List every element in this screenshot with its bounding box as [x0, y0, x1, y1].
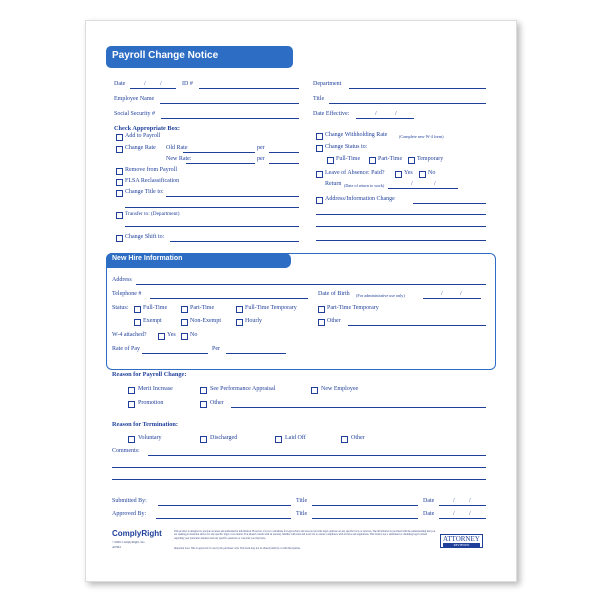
leave-checkbox[interactable]	[316, 171, 323, 178]
leave-no-label: No	[428, 170, 436, 176]
new-employee-label: New Employee	[321, 386, 359, 392]
check-box-heading: Check Appropriate Box:	[114, 125, 181, 132]
submitted-by-label: Submitted By:	[112, 498, 147, 504]
return-note: (Date of return to work)	[344, 183, 385, 188]
form-number: A0384	[112, 545, 121, 549]
comments-label: Comments:	[112, 448, 140, 454]
voluntary-checkbox[interactable]	[128, 436, 135, 443]
add-to-payroll-checkbox[interactable]	[116, 134, 123, 141]
leave-no-checkbox[interactable]	[419, 171, 426, 178]
voluntary-label: Voluntary	[138, 435, 162, 441]
change-rate-label: Change Rate	[125, 145, 156, 151]
w4-label: W-4 attached?	[112, 332, 147, 338]
termination-other-label: Other	[351, 435, 365, 441]
nh-other-checkbox[interactable]	[318, 319, 325, 326]
add-to-payroll-label: Add to Payroll	[125, 133, 161, 139]
laid-off-checkbox[interactable]	[275, 436, 282, 443]
status-temporary-label: Temporary	[417, 156, 444, 162]
nh-exempt-checkbox[interactable]	[134, 319, 141, 326]
transfer-checkbox[interactable]	[116, 212, 123, 219]
comments-line-2[interactable]	[112, 467, 486, 468]
approved-by-label: Approved By:	[112, 511, 147, 517]
address-change-label: Address/Information Change	[325, 196, 395, 202]
approved-by-field[interactable]	[156, 518, 291, 519]
leave-label: Leave of Absence: Paid?	[325, 170, 385, 176]
title-field[interactable]	[329, 103, 486, 104]
nh-status-label: Status:	[112, 305, 129, 311]
change-title-checkbox[interactable]	[116, 190, 123, 197]
dob-field[interactable]	[423, 298, 481, 299]
change-withholding-checkbox[interactable]	[316, 133, 323, 140]
new-hire-heading: New Hire Information	[112, 255, 183, 262]
old-rate-label: Old Rate	[166, 145, 188, 151]
submitted-date-field[interactable]	[439, 505, 486, 506]
new-rate-field[interactable]	[186, 163, 255, 164]
address-change-field-3[interactable]	[316, 226, 486, 227]
remove-label: Remove from Payroll	[125, 167, 177, 173]
see-perf-checkbox[interactable]	[200, 387, 207, 394]
change-shift-label: Change Shift to:	[125, 234, 165, 240]
complyright-logo: ComplyRight	[112, 529, 162, 538]
new-rate-label: New Rate:	[166, 156, 192, 162]
return-label: Return	[325, 181, 342, 187]
approved-title-label: Title	[296, 511, 308, 517]
date-field[interactable]	[130, 88, 176, 89]
payroll-other-field[interactable]	[231, 407, 486, 408]
title-label: Title	[313, 96, 325, 102]
form-sheet: Payroll Change Notice Date / / ID # Employee Name Social Security # Department Title Date Effective: / / Check Appropriate Box: Add to Payroll Change Rate Old Rate per New Rate: per Remove from Payroll FLSA Reclassification Change Title to: Transfer to: (Department) Change Shift to: Change Withholding Rate (Complete new W-4 form) Change Status to: Full-Time Part-Time Temporary Leave of Absence: Paid? Yes No Return (Date of return to work) / / Address/Information Change New Hire Information Address Telephone # Date of Birth (For administrative use only) / / Status: Full-Time Part-Time Full-Time Temporary Part-Time Temporary Exempt Non-Exempt Hourly Other W-4 attached? Yes No Rate of Pay Per Reason for Payroll Change: Merit Increase See Performance Appraisal New Employee Promotion Other Reason for Termination: Voluntary Discharged Laid Off Other Comments: Submitted By: Title Date / / Approved By: Title Date / / ComplyRight ©2006 ComplyRight, Inc. A0384 This product is designed to provide accurate and authoritative information. However, it is not a substitute for legal advice and does not provide legal opinions on any specific facts or services. The information is provided with the understanding that you are seeking professional advice for any specific legal or tax matter. You should consult with an attorney familiar with state and local law to ensure compliance with all laws and regulations. This form is not a substitute for obtaining legal counsel regarding your particular situation and any specific questions or concerns you may have. Important note: This is approved for use by the purchaser only. This form may not be shared publicly or with third parties. ATTORNEY REVIEWED	[85, 20, 517, 582]
form-title: Payroll Change Notice	[112, 50, 219, 61]
telephone-field[interactable]	[150, 298, 308, 299]
nh-other-field[interactable]	[348, 325, 486, 326]
change-title-label: Change Title to:	[125, 189, 164, 195]
approved-date-label: Date	[423, 511, 435, 517]
payroll-other-label: Other	[210, 400, 224, 406]
nh-full-time-temp-checkbox[interactable]	[236, 306, 243, 313]
submitted-date-label: Date	[423, 498, 435, 504]
nh-part-time-label: Part-Time	[190, 305, 215, 311]
attorney-reviewed-badge	[440, 534, 483, 548]
termination-heading: Reason for Termination:	[112, 421, 179, 428]
nh-hourly-label: Hourly	[245, 318, 262, 324]
change-title-field[interactable]	[166, 196, 299, 197]
nh-non-exempt-checkbox[interactable]	[181, 319, 188, 326]
id-label: ID #	[182, 81, 193, 87]
laid-off-label: Laid Off	[285, 435, 306, 441]
employee-name-label: Employee Name	[114, 96, 155, 102]
address-change-field-4[interactable]	[316, 240, 486, 241]
merit-checkbox[interactable]	[128, 387, 135, 394]
change-status-label: Change Status to:	[325, 144, 368, 150]
transfer-label: Transfer to: (Department)	[125, 211, 180, 217]
nh-hourly-checkbox[interactable]	[236, 319, 243, 326]
comments-line-1[interactable]	[148, 455, 486, 456]
nh-full-time-checkbox[interactable]	[134, 306, 141, 313]
change-withholding-label: Change Withholding Rate	[325, 132, 388, 138]
promotion-label: Promotion	[138, 400, 164, 406]
old-rate-per-label: per	[257, 145, 265, 151]
w4-no-label: No	[190, 332, 198, 338]
discharged-checkbox[interactable]	[200, 436, 207, 443]
termination-other-checkbox[interactable]	[341, 436, 348, 443]
change-title-field-2[interactable]	[125, 207, 299, 208]
dob-note: (For administrative use only)	[356, 293, 405, 298]
copyright-text: ©2006 ComplyRight, Inc.	[112, 540, 146, 544]
status-part-time-label: Part-Time	[378, 156, 403, 162]
address-change-checkbox[interactable]	[316, 197, 323, 204]
date-label: Date	[114, 81, 126, 87]
rate-of-pay-label: Rate of Pay	[112, 346, 140, 352]
new-rate-per-field[interactable]	[269, 163, 299, 164]
nh-full-time-temp-label: Full-Time Temporary	[245, 305, 297, 311]
rate-per-field[interactable]	[226, 353, 286, 354]
flsa-label: FLSA Reclassification	[125, 178, 180, 184]
nh-part-time-checkbox[interactable]	[181, 306, 188, 313]
new-rate-per-label: per	[257, 156, 265, 162]
change-shift-field[interactable]	[170, 241, 299, 242]
id-field[interactable]	[199, 88, 299, 89]
status-temporary-checkbox[interactable]	[408, 157, 415, 164]
change-rate-checkbox[interactable]	[116, 146, 123, 153]
address-change-field[interactable]	[413, 203, 486, 204]
old-rate-field[interactable]	[183, 152, 255, 153]
badge-main-text: ATTORNEY	[443, 535, 480, 543]
leave-yes-checkbox[interactable]	[395, 171, 402, 178]
rate-of-pay-field[interactable]	[142, 353, 208, 354]
promotion-checkbox[interactable]	[128, 401, 135, 408]
withholding-note: (Complete new W-4 form)	[399, 134, 444, 139]
date-effective-label: Date Effective:	[313, 111, 350, 117]
status-full-time-checkbox[interactable]	[327, 157, 334, 164]
rate-per-label: Per	[212, 346, 220, 352]
ssn-field[interactable]	[161, 118, 299, 119]
submitted-title-field[interactable]	[312, 505, 418, 506]
w4-yes-label: Yes	[167, 332, 176, 338]
telephone-label: Telephone #	[112, 291, 142, 297]
dob-label: Date of Birth	[318, 291, 350, 297]
address-label: Address	[112, 277, 132, 283]
see-perf-label: See Performance Appraisal	[210, 386, 276, 392]
leave-yes-label: Yes	[404, 170, 413, 176]
approved-date-field[interactable]	[439, 518, 486, 519]
nh-part-time-temp-checkbox[interactable]	[318, 306, 325, 313]
payroll-other-checkbox[interactable]	[200, 401, 207, 408]
change-status-checkbox[interactable]	[316, 145, 323, 152]
change-shift-checkbox[interactable]	[116, 235, 123, 242]
warning-text: Important note: This is approved for use by the purchaser only. This form may not be shared publicly or with third parties.	[174, 547, 301, 550]
address-change-field-2[interactable]	[316, 214, 486, 215]
old-rate-per-field[interactable]	[269, 152, 299, 153]
nh-non-exempt-label: Non-Exempt	[190, 318, 221, 324]
discharged-label: Discharged	[210, 435, 238, 441]
badge-sub-text: REVIEWED	[443, 543, 480, 547]
submitted-title-label: Title	[296, 498, 308, 504]
date-effective-field[interactable]	[356, 118, 414, 119]
new-employee-checkbox[interactable]	[311, 387, 318, 394]
status-part-time-checkbox[interactable]	[369, 157, 376, 164]
remove-checkbox[interactable]	[116, 168, 123, 175]
transfer-field[interactable]	[125, 226, 299, 227]
payroll-change-heading: Reason for Payroll Change:	[112, 371, 187, 378]
disclaimer-text: This product is designed to provide accurate and authoritative information. However, it is not a substitute for legal advice and does not provide legal opinions on any specific facts or services. The information is provided with the understanding that you are seeking professional advice for any specific legal or tax matter. You should consult with an attorney familiar with state and local law to ensure compliance with all laws and regulations. This form is not a substitute for obtaining legal counsel regarding your particular situation and any specific questions or concerns you may have.	[174, 530, 436, 540]
approved-title-field[interactable]	[312, 518, 418, 519]
status-full-time-label: Full-Time	[336, 156, 361, 162]
w4-no-checkbox[interactable]	[181, 333, 188, 340]
department-field[interactable]	[349, 88, 486, 89]
submitted-by-field[interactable]	[158, 505, 291, 506]
employee-name-field[interactable]	[160, 103, 299, 104]
nh-other-label: Other	[327, 318, 341, 324]
comments-line-3[interactable]	[112, 479, 486, 480]
merit-label: Merit Increase	[138, 386, 173, 392]
department-label: Department	[313, 81, 342, 87]
ssn-label: Social Security #	[114, 111, 155, 117]
address-field[interactable]	[136, 284, 486, 285]
nh-full-time-label: Full-Time	[143, 305, 168, 311]
flsa-checkbox[interactable]	[116, 179, 123, 186]
w4-yes-checkbox[interactable]	[158, 333, 165, 340]
return-date-field[interactable]	[388, 188, 458, 189]
nh-exempt-label: Exempt	[143, 318, 162, 324]
nh-part-time-temp-label: Part-Time Temporary	[327, 305, 379, 311]
